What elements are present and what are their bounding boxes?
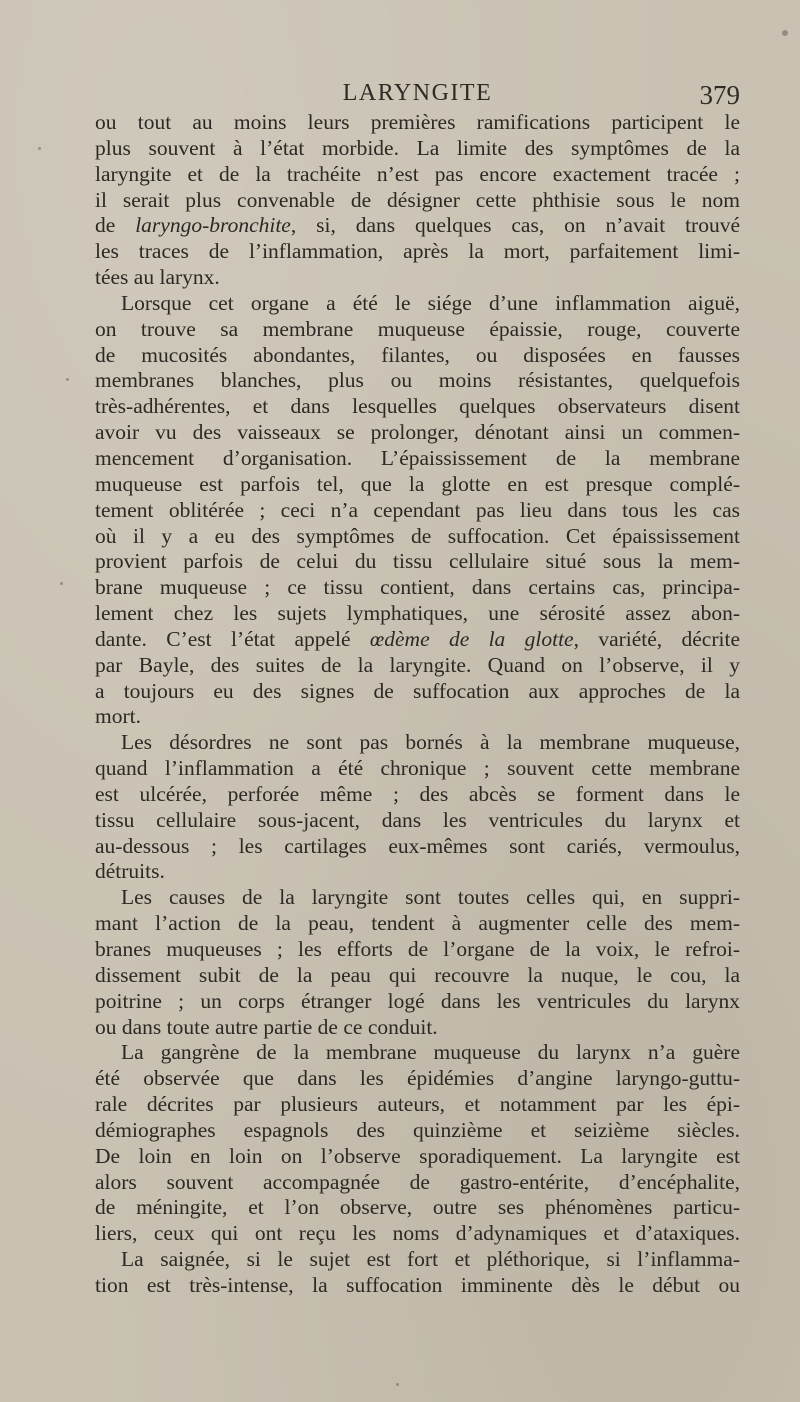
text-line — [95, 704, 740, 730]
text-line — [95, 834, 740, 860]
body-text — [95, 110, 740, 1299]
text-run: où il y a eu des symptômes de suffocation. Cet épaississement — [95, 523, 740, 548]
text-line — [95, 1066, 740, 1092]
text-line — [95, 368, 740, 394]
text-line — [95, 627, 740, 653]
text-line — [95, 1247, 740, 1273]
text-line — [95, 756, 740, 782]
text-line — [95, 317, 740, 343]
text-run: , variété, décrite — [573, 626, 740, 651]
text-line — [95, 782, 740, 808]
running-title: LARYNGITE — [342, 80, 493, 106]
text-run: au-dessous ; les cartilages eux-mêmes sont cariés, vermoulus, — [95, 833, 740, 858]
text-line — [95, 472, 740, 498]
page-number: 379 — [699, 80, 740, 110]
text-line — [95, 549, 740, 575]
text-run: plus souvent à l’état morbide. La limite des symptômes de la — [95, 135, 740, 160]
text-run: mant l’action de la peau, tendent à augmenter celle des mem- — [95, 911, 740, 936]
text-line — [95, 859, 740, 885]
running-head — [95, 80, 740, 114]
text-run: muqueuse est parfois tel, que la glotte en est presque complé- — [95, 471, 740, 496]
text-run: les traces de l’inflammation, après la mort, parfaitement limi- — [95, 239, 740, 264]
text-line — [95, 188, 740, 214]
text-run: provient parfois de celui du tissu cellulaire situé sous la mem- — [95, 549, 740, 574]
text-line — [95, 601, 740, 627]
italic-term: laryngo-bronchite — [135, 213, 291, 238]
text-line — [95, 1144, 740, 1170]
text-line — [95, 911, 740, 937]
text-line — [95, 1015, 740, 1041]
text-run: Les désordres ne sont pas bornés à la membrane muqueuse, — [121, 730, 740, 755]
text-line — [95, 1040, 740, 1066]
paper-speck — [782, 30, 788, 36]
text-run: démiographes espagnols des quinzième et seizième siècles. — [95, 1117, 740, 1142]
text-line — [95, 162, 740, 188]
text-line — [95, 808, 740, 834]
paper-speck — [66, 378, 69, 381]
paper-speck — [60, 582, 63, 585]
text-run: alors souvent accompagnée de gastro-entérite, d’encéphalite, — [95, 1169, 740, 1194]
text-run: Les causes de la laryngite sont toutes celles qui, en suppri- — [121, 885, 740, 910]
text-run: tion est très-intense, la suffocation imminente dès le début ou — [95, 1272, 740, 1297]
text-run: branes muqueuses ; les efforts de l’organe de la voix, le refroi- — [95, 937, 740, 961]
text-line — [95, 575, 740, 601]
text-line — [95, 1170, 740, 1196]
text-run: on trouve sa membrane muqueuse épaissie, rouge, couverte — [95, 316, 740, 341]
text-line — [95, 213, 740, 239]
text-run: ou tout au moins leurs premières ramifications participent le — [95, 110, 740, 134]
text-run: La gangrène de la membrane muqueuse du larynx n’a guère — [121, 1040, 740, 1065]
text-run: rale décrites par plusieurs auteurs, et notamment par les épi- — [95, 1092, 740, 1117]
text-line — [95, 265, 740, 291]
text-line — [95, 937, 740, 963]
text-line — [95, 291, 740, 317]
text-run: laryngite et de la trachéite n’est pas encore exactement tracée ; — [95, 161, 740, 186]
text-run: de — [95, 213, 136, 238]
text-line — [95, 1221, 740, 1247]
text-run: détruits. — [95, 859, 165, 884]
text-run: dante. C’est l’état appelé — [95, 626, 370, 651]
text-run: quand l’inflammation a été chronique ; souvent cette membrane — [95, 756, 740, 781]
text-run: avoir vu des vaisseaux se prolonger, dénotant ainsi un commen- — [95, 420, 740, 445]
text-line — [95, 653, 740, 679]
text-line — [95, 730, 740, 756]
text-line — [95, 1195, 740, 1221]
text-run: de mucosités abondantes, filantes, ou disposées en fausses — [95, 342, 740, 367]
text-run: tées au larynx. — [95, 265, 220, 290]
paper-speck — [396, 1383, 399, 1386]
text-run: , si, dans quelques cas, on n’avait trouvé — [290, 213, 741, 238]
text-run: tissu cellulaire sous-jacent, dans les ventricules du larynx et — [95, 807, 740, 832]
text-line — [95, 446, 740, 472]
paper-speck — [38, 147, 41, 150]
text-run: poitrine ; un corps étranger logé dans les ventricules du larynx — [95, 988, 740, 1013]
text-run: lement chez les sujets lymphatiques, une sérosité assez abon- — [95, 601, 740, 626]
text-run: mencement d’organisation. L’épaississement de la membrane — [95, 445, 740, 470]
text-line — [95, 989, 740, 1015]
text-line — [95, 1092, 740, 1118]
text-run: il serait plus convenable de désigner cette phthisie sous le nom — [95, 187, 740, 212]
text-run: brane muqueuse ; ce tissu contient, dans certains cas, principa- — [95, 575, 740, 600]
text-run: par Bayle, des suites de la laryngite. Quand on l’observe, il y — [95, 652, 740, 677]
text-line — [95, 524, 740, 550]
text-line — [95, 679, 740, 705]
text-run: très-adhérentes, et dans lesquelles quelques observateurs disent — [95, 394, 740, 419]
text-line — [95, 963, 740, 989]
text-run: tement oblitérée ; ceci n’a cependant pas lieu dans tous les cas — [95, 497, 740, 522]
text-run: est ulcérée, perforée même ; des abcès se forment dans le — [95, 781, 740, 806]
text-run: membranes blanches, plus ou moins résistantes, quelquefois — [95, 368, 740, 393]
text-line — [95, 394, 740, 420]
text-run: De loin en loin on l’observe sporadiquement. La laryngite est — [95, 1143, 740, 1168]
text-line — [95, 1118, 740, 1144]
text-run: ou dans toute autre partie de ce conduit. — [95, 1014, 438, 1039]
text-line — [95, 343, 740, 369]
text-run: La saignée, si le sujet est fort et pléthorique, si l’inflamma- — [121, 1247, 740, 1272]
text-line — [95, 110, 740, 136]
text-run: été observée que dans les épidémies d’angine laryngo-guttu- — [95, 1066, 740, 1091]
text-line — [95, 136, 740, 162]
text-line — [95, 885, 740, 911]
text-run: de méningite, et l’on observe, outre ses phénomènes particu- — [95, 1195, 740, 1220]
text-line — [95, 239, 740, 265]
text-line — [95, 420, 740, 446]
text-run: liers, ceux qui ont reçu les noms d’adynamiques et d’ataxiques. — [95, 1221, 740, 1246]
text-line — [95, 498, 740, 524]
text-run: mort. — [95, 704, 141, 729]
text-run: Lorsque cet organe a été le siége d’une inflammation aiguë, — [121, 290, 740, 315]
text-run: dissement subit de la peau qui recouvre la nuque, le cou, la — [95, 962, 740, 987]
text-run: a toujours eu des signes de suffocation aux approches de la — [95, 678, 740, 703]
italic-term: œdème de la glotte — [369, 626, 574, 651]
text-line — [95, 1273, 740, 1299]
